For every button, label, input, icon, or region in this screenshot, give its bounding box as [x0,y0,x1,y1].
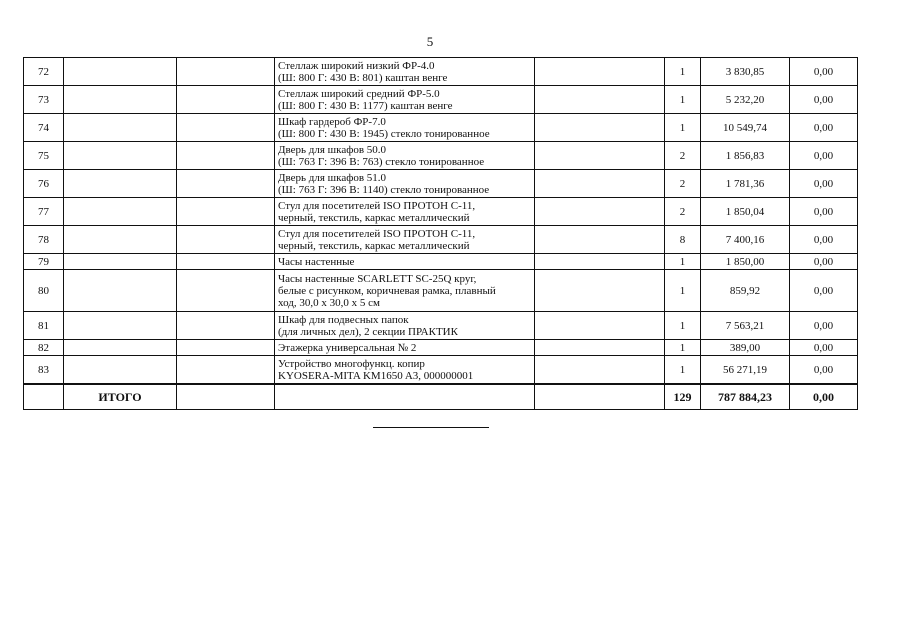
empty-cell [535,356,665,385]
empty-cell [535,254,665,270]
empty-cell [535,226,665,254]
total-qty: 129 [665,384,701,410]
item-value: 0,00 [790,226,858,254]
empty-cell [535,198,665,226]
empty-cell [64,312,177,340]
empty-cell [535,58,665,86]
item-amount: 3 830,85 [701,58,790,86]
empty-cell [177,270,275,312]
row-number: 72 [24,58,64,86]
item-amount: 1 850,00 [701,254,790,270]
empty-cell [64,270,177,312]
item-amount: 1 850,04 [701,198,790,226]
empty-cell [64,142,177,170]
item-amount: 7 563,21 [701,312,790,340]
item-value: 0,00 [790,270,858,312]
table-body [24,58,858,385]
item-value: 0,00 [790,312,858,340]
row-number: 82 [24,340,64,356]
item-quantity: 1 [665,114,701,142]
empty-cell [64,226,177,254]
item-quantity: 1 [665,312,701,340]
item-value: 0,00 [790,340,858,356]
table-row [24,86,858,114]
empty-cell [535,170,665,198]
total-empty-cell [177,384,275,410]
empty-cell [535,340,665,356]
empty-cell [535,142,665,170]
table-row [24,312,858,340]
item-amount: 56 271,19 [701,356,790,385]
table-row [24,270,858,312]
item-description: Дверь для шкафов 51.0 (Ш: 763 Г: 396 В: 1140) стекло тонированное [275,170,535,198]
empty-cell [64,198,177,226]
table-row [24,114,858,142]
empty-cell [177,142,275,170]
item-value: 0,00 [790,198,858,226]
item-amount: 389,00 [701,340,790,356]
item-amount: 7 400,16 [701,226,790,254]
empty-cell [177,226,275,254]
row-number: 74 [24,114,64,142]
item-description: Этажерка универсальная № 2 [275,340,535,356]
item-amount: 1 856,83 [701,142,790,170]
empty-cell [177,114,275,142]
table-row [24,254,858,270]
empty-cell [177,312,275,340]
item-value: 0,00 [790,170,858,198]
total-empty-cell [24,384,64,410]
item-description: Шкаф гардероб ФР-7.0 (Ш: 800 Г: 430 В: 1945) стекло тонированное [275,114,535,142]
total-row [24,384,858,410]
row-number: 80 [24,270,64,312]
item-amount: 5 232,20 [701,86,790,114]
item-value: 0,00 [790,142,858,170]
item-description: Дверь для шкафов 50.0 (Ш: 763 Г: 396 В: 763) стекло тонированное [275,142,535,170]
table-row [24,58,858,86]
closing-rule [373,427,489,428]
item-description: Шкаф для подвесных папок (для личных дел), 2 секции ПРАКТИК [275,312,535,340]
inventory-table [23,57,858,410]
table-row [24,198,858,226]
item-value: 0,00 [790,114,858,142]
table-row [24,356,858,385]
total-label: ИТОГО [64,384,177,410]
table-row [24,340,858,356]
empty-cell [177,58,275,86]
item-quantity: 2 [665,142,701,170]
item-quantity: 8 [665,226,701,254]
row-number: 75 [24,142,64,170]
item-description: Часы настенные SCARLETT SC-25Q круг, белые с рисунком, коричневая рамка, плавный ход, 30,0 х 30,0 х 5 см [275,270,535,312]
empty-cell [64,170,177,198]
item-description: Стеллаж широкий низкий ФР-4.0 (Ш: 800 Г: 430 В: 801) каштан венге [275,58,535,86]
item-quantity: 1 [665,356,701,385]
row-number: 81 [24,312,64,340]
item-amount: 859,92 [701,270,790,312]
row-number: 79 [24,254,64,270]
total-value: 0,00 [790,384,858,410]
table-row [24,226,858,254]
row-number: 83 [24,356,64,385]
total-sum: 787 884,23 [701,384,790,410]
item-value: 0,00 [790,254,858,270]
empty-cell [64,114,177,142]
row-number: 77 [24,198,64,226]
item-quantity: 1 [665,58,701,86]
item-description: Стул для посетителей ISO ПРОТОН С-11, черный, текстиль, каркас металлический [275,226,535,254]
empty-cell [64,254,177,270]
item-value: 0,00 [790,356,858,385]
empty-cell [177,340,275,356]
item-amount: 1 781,36 [701,170,790,198]
empty-cell [177,356,275,385]
item-quantity: 1 [665,254,701,270]
empty-cell [535,86,665,114]
item-amount: 10 549,74 [701,114,790,142]
item-quantity: 2 [665,170,701,198]
total-empty-cell [275,384,535,410]
item-description: Стеллаж широкий средний ФР-5.0 (Ш: 800 Г: 430 В: 1177) каштан венге [275,86,535,114]
empty-cell [535,270,665,312]
row-number: 73 [24,86,64,114]
item-quantity: 1 [665,270,701,312]
table-row [24,142,858,170]
empty-cell [177,254,275,270]
empty-cell [64,356,177,385]
item-quantity: 1 [665,86,701,114]
empty-cell [64,58,177,86]
item-quantity: 2 [665,198,701,226]
item-description: Часы настенные [275,254,535,270]
row-number: 78 [24,226,64,254]
empty-cell [64,340,177,356]
item-value: 0,00 [790,86,858,114]
empty-cell [535,114,665,142]
page-number: 5 [426,34,434,49]
empty-cell [535,312,665,340]
row-number: 76 [24,170,64,198]
table-row [24,170,858,198]
total-empty-cell [535,384,665,410]
empty-cell [177,170,275,198]
empty-cell [177,86,275,114]
empty-cell [64,86,177,114]
item-value: 0,00 [790,58,858,86]
item-description: Устройство многофункц. копир KYOSERA-MITA KM1650 A3, 000000001 [275,356,535,385]
item-quantity: 1 [665,340,701,356]
item-description: Стул для посетителей ISO ПРОТОН С-11, черный, текстиль, каркас металлический [275,198,535,226]
empty-cell [177,198,275,226]
